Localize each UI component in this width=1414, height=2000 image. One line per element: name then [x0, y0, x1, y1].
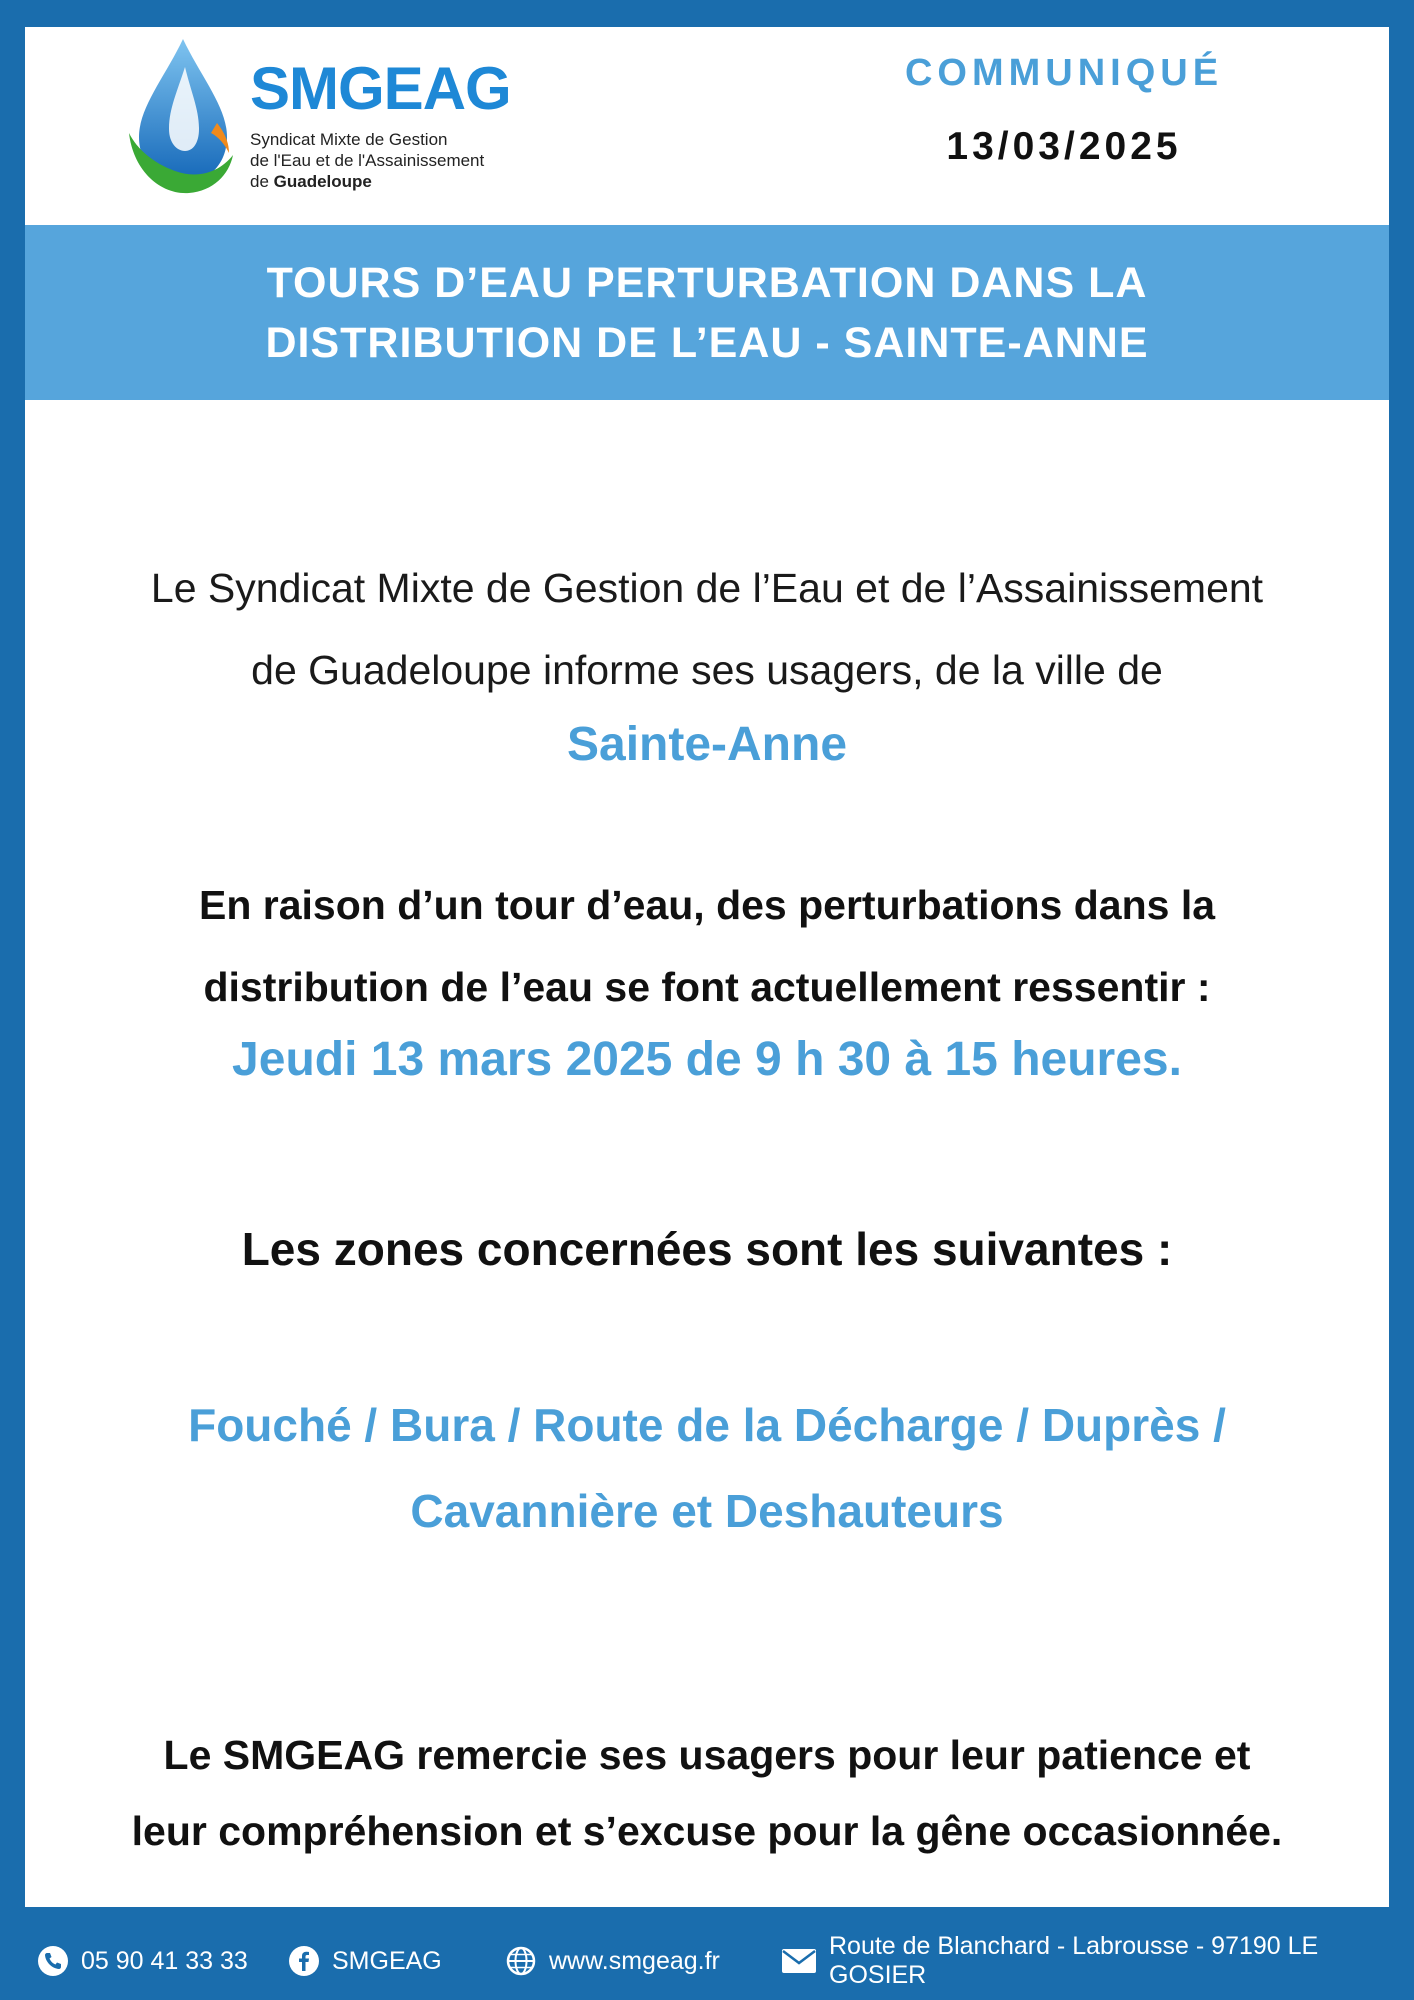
footer-contact-bar: [0, 1932, 1414, 1989]
logo-subtitle-line3: [250, 171, 484, 192]
town-name: Sainte-Anne: [566, 718, 848, 771]
logo-subtitle-line3-prefix: de: [250, 172, 274, 191]
phone-icon: [37, 1945, 69, 1977]
facebook-name: SMGEAG: [332, 1946, 442, 1975]
communique-label: COMMUNIQUÉ: [904, 52, 1224, 94]
notice-line2: distribution de l’eau se font actuellement ressentir :: [203, 964, 1211, 1010]
globe-icon: [505, 1945, 537, 1977]
footer-facebook[interactable]: [288, 1943, 442, 1979]
logo-name: SMGEAG: [250, 55, 511, 122]
mail-icon: [781, 1947, 817, 1975]
smgeag-logo: [95, 37, 515, 207]
logo-subtitle-line2: de l'Eau et de l'Assainissement: [250, 151, 485, 170]
intro-line1: Le Syndicat Mixte de Gestion de l’Eau et de l’Assainissement: [150, 565, 1264, 611]
thanks-paragraph: [25, 1717, 1389, 1869]
phone-number: 05 90 41 33 33: [81, 1946, 248, 1975]
logo-subtitle-line1: Syndicat Mixte de Gestion: [250, 130, 448, 149]
schedule-text: Jeudi 13 mars 2025 de 9 h 30 à 15 heures.: [232, 1033, 1182, 1086]
thanks-line1: Le SMGEAG remercie ses usagers pour leur patience et: [163, 1732, 1251, 1778]
notice-line1: En raison d’un tour d’eau, des perturbations dans la: [198, 882, 1216, 928]
zones-list: [25, 1382, 1389, 1554]
postal-address: Route de Blanchard - Labrousse - 97190 LE GOSIER: [829, 1932, 1319, 1989]
website-url: www.smgeag.fr: [549, 1946, 720, 1975]
banner-title-line1: TOURS D’EAU PERTURBATION DANS LA: [266, 258, 1148, 307]
title-banner: [25, 225, 1389, 400]
communique-date: 13/03/2025: [946, 125, 1182, 168]
notice-paragraph: [25, 864, 1389, 1028]
facebook-icon: [288, 1945, 320, 1977]
logo-subtitle: [250, 129, 484, 192]
footer-phone[interactable]: [37, 1943, 248, 1979]
footer-website[interactable]: [505, 1943, 720, 1979]
zones-line2: Cavannière et Deshauteurs: [410, 1485, 1004, 1537]
banner-title-line2: DISTRIBUTION DE L’EAU - SAINTE-ANNE: [265, 318, 1149, 367]
zones-line1: Fouché / Bura / Route de la Décharge / Duprès /: [188, 1399, 1226, 1451]
intro-paragraph: [25, 547, 1389, 711]
zones-heading: Les zones concernées sont les suivantes :: [241, 1223, 1173, 1275]
intro-line2: de Guadeloupe informe ses usagers, de la ville de: [251, 647, 1163, 693]
thanks-line2: leur compréhension et s’excuse pour la gêne occasionnée.: [131, 1808, 1283, 1854]
water-drop-logo-icon: [125, 37, 235, 197]
communique-block: [864, 52, 1264, 169]
logo-subtitle-line3-bold: Guadeloupe: [273, 172, 372, 191]
footer-address: [781, 1932, 1414, 1989]
page-frame: [25, 27, 1389, 1907]
